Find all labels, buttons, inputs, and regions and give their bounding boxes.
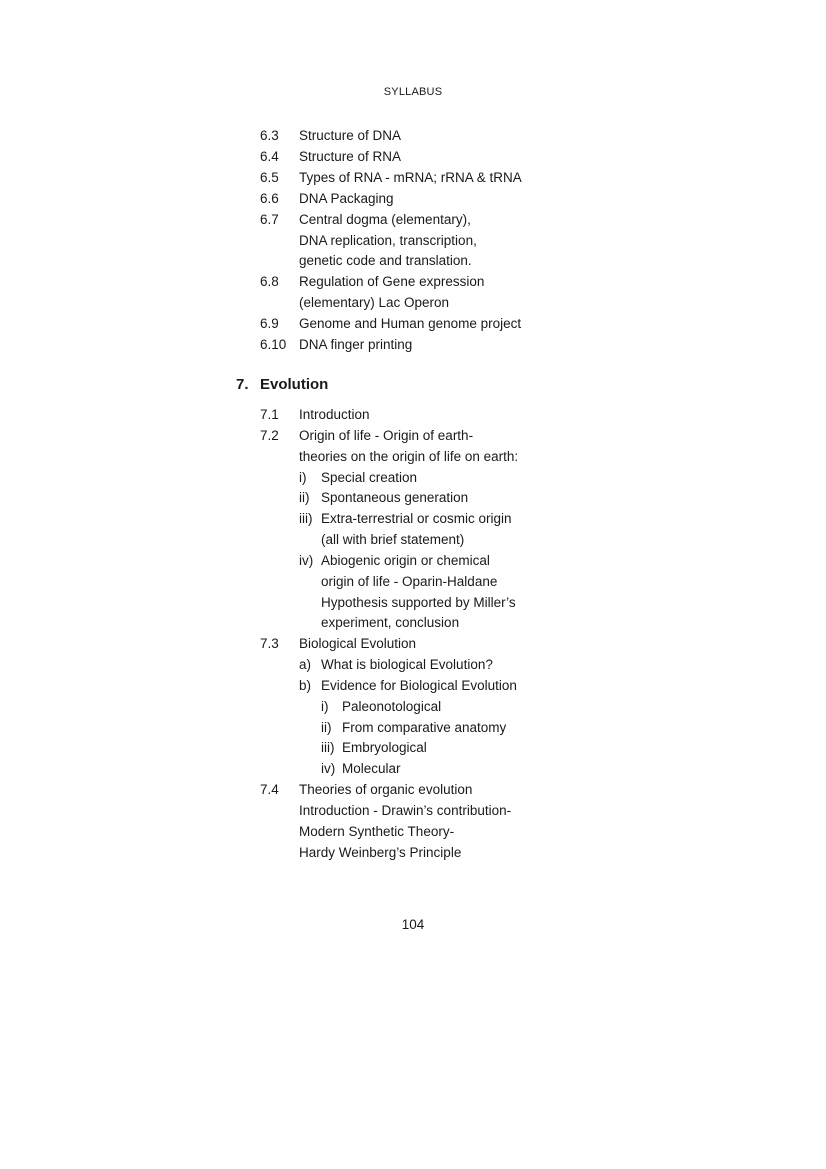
item-text: DNA finger printing <box>299 337 413 352</box>
item-number: 7.3 <box>260 636 279 651</box>
page-number: 104 <box>401 917 425 932</box>
item-text: Modern Synthetic Theory- <box>299 824 455 839</box>
item-text: theories on the origin of life on earth: <box>299 449 519 464</box>
subitem-text: What is biological Evolution? <box>321 657 493 672</box>
subitem-text: (all with brief statement) <box>321 532 465 547</box>
item-text: Central dogma (elementary), <box>299 212 471 227</box>
subitem-marker: b) <box>299 678 312 693</box>
nested-marker: ii) <box>321 720 332 735</box>
item-text: Structure of RNA <box>299 149 402 164</box>
item-number: 6.8 <box>260 274 279 289</box>
item-number: 6.9 <box>260 316 279 331</box>
item-number: 6.5 <box>260 170 279 185</box>
subitem-text: Abiogenic origin or chemical <box>321 553 490 568</box>
item-text: Origin of life - Origin of earth- <box>299 428 474 443</box>
item-number: 7.1 <box>260 407 279 422</box>
item-text: Types of RNA - mRNA; rRNA & tRNA <box>299 170 522 185</box>
item-text: Structure of DNA <box>299 128 402 143</box>
nested-marker: iii) <box>321 740 335 755</box>
item-number: 6.3 <box>260 128 279 143</box>
item-text: DNA replication, transcription, <box>299 233 477 248</box>
nested-text: Molecular <box>342 761 401 776</box>
item-number: 6.7 <box>260 212 279 227</box>
subitem-text: Special creation <box>321 470 418 485</box>
subitem-text: Spontaneous generation <box>321 490 469 505</box>
subitem-text: experiment, conclusion <box>321 615 460 630</box>
section-title: Evolution <box>260 376 329 393</box>
subitem-text: Extra-terrestrial or cosmic origin <box>321 511 512 526</box>
item-number: 7.4 <box>260 782 279 797</box>
subitem-marker: ii) <box>299 490 310 505</box>
item-text: Biological Evolution <box>299 636 417 651</box>
subitem-text: Evidence for Biological Evolution <box>321 678 517 693</box>
item-number: 6.10 <box>260 337 287 352</box>
subitem-text: Hypothesis supported by Miller’s <box>321 595 516 610</box>
item-number: 6.4 <box>260 149 279 164</box>
item-text: genetic code and translation. <box>299 253 472 268</box>
item-text: Theories of organic evolution <box>299 782 473 797</box>
subitem-text: origin of life - Oparin-Haldane <box>321 574 498 589</box>
item-number: 6.6 <box>260 191 279 206</box>
subitem-marker: iv) <box>299 553 314 568</box>
nested-text: Embryological <box>342 740 427 755</box>
subitem-marker: iii) <box>299 511 313 526</box>
nested-text: From comparative anatomy <box>342 720 507 735</box>
item-text: Introduction <box>299 407 370 422</box>
subitem-marker: a) <box>299 657 312 672</box>
nested-text: Paleonotological <box>342 699 442 714</box>
item-text: Hardy Weinberg’s Principle <box>299 845 462 860</box>
page-header: SYLLABUS <box>383 86 443 98</box>
item-text: (elementary) Lac Operon <box>299 295 450 310</box>
item-text: Introduction - Drawin’s contribution- <box>299 803 512 818</box>
section-number: 7. <box>236 376 249 393</box>
item-text: Regulation of Gene expression <box>299 274 485 289</box>
item-number: 7.2 <box>260 428 279 443</box>
nested-marker: iv) <box>321 761 336 776</box>
item-text: Genome and Human genome project <box>299 316 522 331</box>
subitem-marker: i) <box>299 470 307 485</box>
nested-marker: i) <box>321 699 329 714</box>
item-text: DNA Packaging <box>299 191 394 206</box>
